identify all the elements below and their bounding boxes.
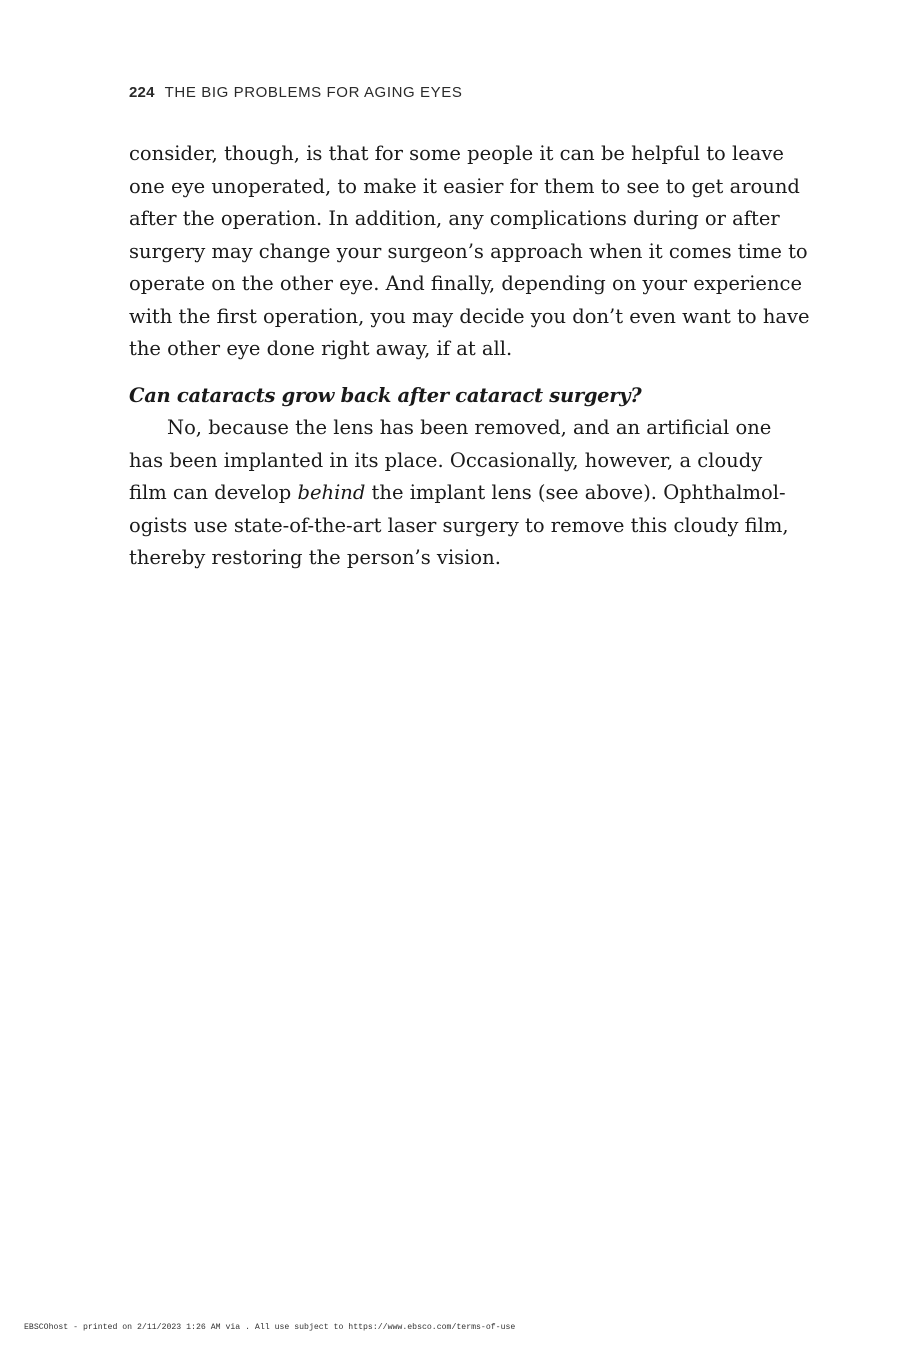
emphasis-text: behind [297, 481, 366, 504]
print-footer: EBSCOhost - printed on 2/11/2023 1:26 AM via . All use subject to https://www.ebsco.com/terms-of-use [24, 1323, 516, 1332]
running-head [129, 84, 462, 101]
text-line: has been implanted in its place. Occasionally, however, a cloudy [129, 448, 763, 472]
text-line: after the operation. In addition, any complications during or after [129, 207, 780, 230]
text-line: consider, though, is that for some people it can be helpful to leave [129, 142, 784, 165]
text-line: ogists use state-of-the-art laser surgery to remove this cloudy film, [129, 513, 789, 537]
text-line: one eye unoperated, to make it easier for them to see to get around [129, 174, 800, 198]
page-number: 224 [129, 84, 155, 101]
page-body [129, 138, 810, 575]
text-line: the other eye done right away, if at all. [129, 337, 513, 360]
text-line: with the first operation, you may decide you don’t even want to have [129, 304, 810, 328]
paragraph-continued [129, 138, 810, 366]
running-title: THE BIG PROBLEMS FOR AGING EYES [164, 84, 463, 101]
text-line: surgery may change your surgeon’s approach when it comes time to [129, 239, 808, 263]
text-line: thereby restoring the person’s vision. [129, 546, 501, 569]
text-run: the implant lens (see above). Ophthalmol- [365, 481, 786, 504]
text-line: No, because the lens has been removed, and an artificial one [167, 416, 772, 439]
text-line: operate on the other eye. And finally, depending on your experience [129, 272, 802, 295]
text-run: film can develop [129, 481, 298, 504]
answer-paragraph [129, 412, 789, 575]
section-spacer [129, 366, 755, 380]
question-heading: Can cataracts grow back after cataract surgery? [129, 383, 642, 407]
text-line [129, 477, 786, 510]
